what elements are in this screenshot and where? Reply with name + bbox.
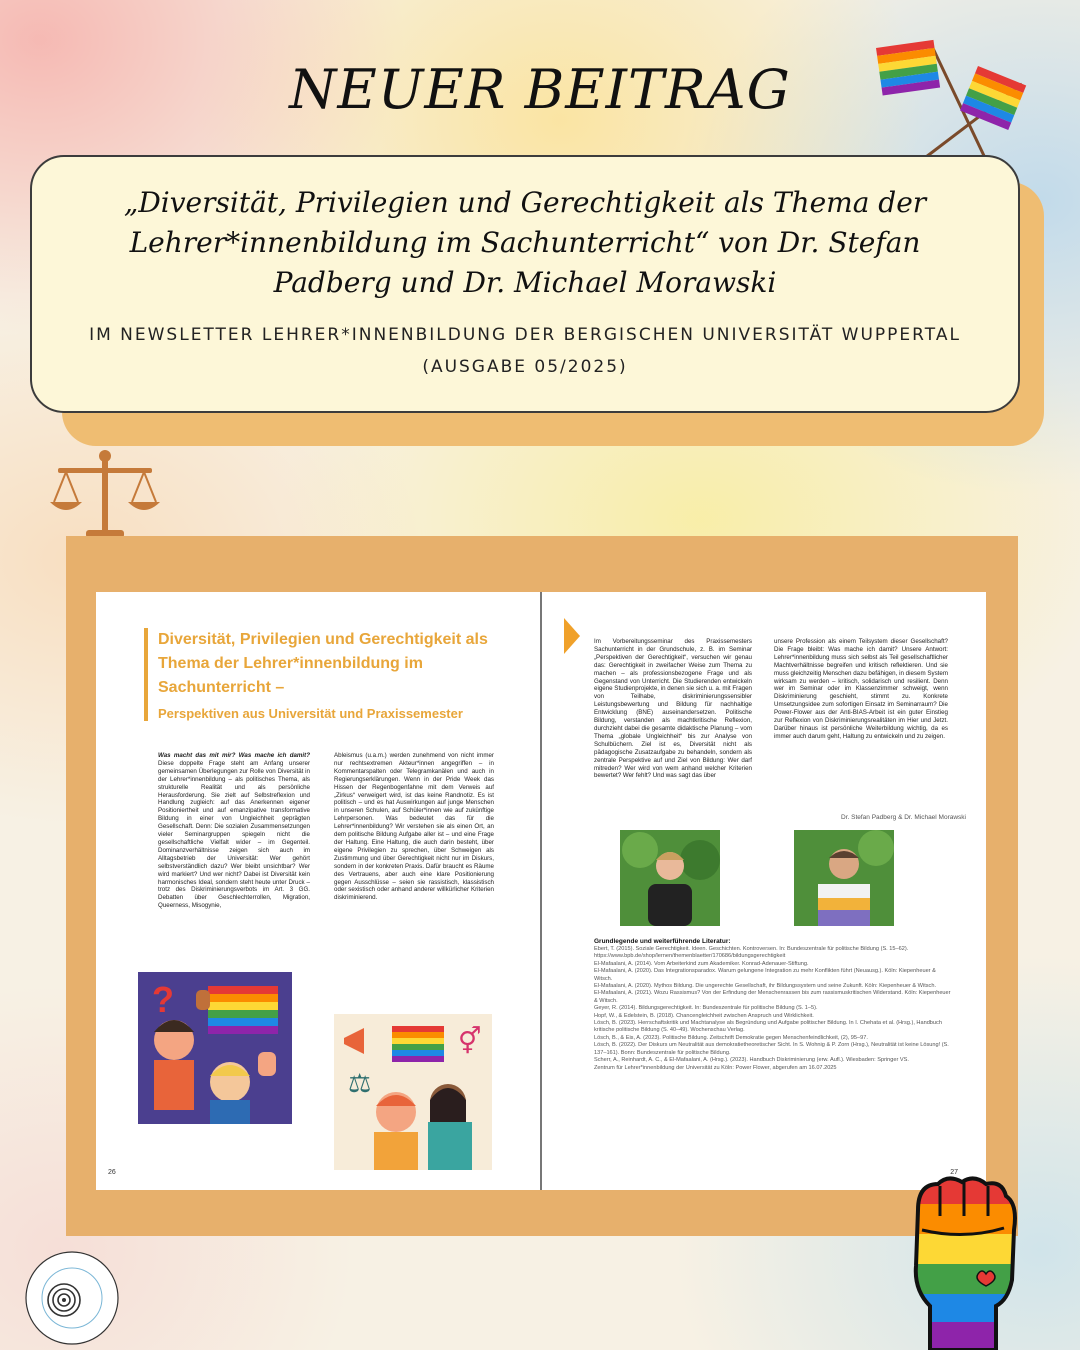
text-column-4: unsere Profession als einem Teilsystem dieser Gesellschaft? Die Frage bleibt: Was mache ich damit? Unsere Antwort: Lehrer*innenbildung muss sich selbst als Teil gesellschaftlicher Machtverhältnisse begreifen und kritisch reflektieren. Und sie muss gleichzeitig Menschen dazu befähigen, in diesem System wirksam zu werden – kritisch, solidarisch und resilient. Denn wer im Seminar oder im Klassenzimmer schweigt, wenn Diskriminierung geschieht, stimmt zu. Konkrete Umsetzungsidee zum sofortigen Einsatz im Seminarraum? Die Power-Flower aus der Anti-BIAS-Arbeit ist ein guter Einstieg zur Reflexion von Diskriminierungsrealitäten im Hier und Jetzt. Darüber hinaus ist persönliche Weiterbildung wichtig, da es immer auch darum geht, Haltung zu entwickeln und zu zeigen. bbox=[774, 638, 948, 740]
page-left bbox=[96, 592, 540, 1190]
reference-item: Zentrum für Lehrer*innenbildung der Universität zu Köln: Power Flower, abgerufen am 16.07.2025 bbox=[594, 1064, 837, 1071]
article-heading: „Diversität, Privilegien und Gerechtigkeit als Thema der Lehrer*innenbildung im Sachunterricht“ von Dr. Stefan Padberg und Dr. Michael Morawski bbox=[123, 186, 927, 299]
reference-item: Hopf, W., & Edelstein, B. (2018). Chancengleichheit zwischen Anspruch und Wirklichkeit. bbox=[594, 1012, 814, 1019]
announcement-box bbox=[30, 155, 1020, 413]
reference-item: El-Mafaalani, A. (2020). Mythos Bildung. Die ungerechte Gesellschaft, ihr Bildungssystem und seine Zukunft. Köln: Kiepenheuer & Witsch. bbox=[594, 983, 937, 990]
page-number-left: 26 bbox=[108, 1169, 116, 1176]
article-title-block bbox=[144, 628, 518, 721]
newsletter-spread bbox=[96, 592, 986, 1190]
article-subtitle: Perspektiven aus Universität und Praxissemester bbox=[158, 706, 463, 721]
references-list bbox=[594, 946, 954, 1072]
references-title: Grundlegende und weiterführende Literatur: bbox=[594, 938, 731, 945]
reference-item: Lösch, B. (2022). Der Diskurs um Neutralität aus demokratietheoretischer Sicht. In S. Wohnig & P. Zorn (Hrsg.), Neutralität ist keine Lösung! (S. 137–161). Bonn: Bundeszentrale für politische Bildung. bbox=[594, 1042, 949, 1056]
diversity-illustration bbox=[334, 1014, 492, 1170]
newsletter-info: IM NEWSLETTER LEHRER*INNENBILDUNG DER BERGISCHEN UNIVERSITÄT WUPPERTAL (AUSGABE 05/2025) bbox=[89, 325, 961, 377]
author-photo-padberg bbox=[620, 830, 720, 926]
reference-item: El-Mafaalani, A. (2021). Wozu Rassismus? Von der Erfindung der Menschenrassen bis zum rassismuskritischen Widerstand. Köln: Kiepenheuer & Witsch. bbox=[594, 990, 951, 1004]
reference-item: Lösch, B., & Eis, A. (2023). Politische Bildung. Zeitschrift Demokratie gegen Menschenfeindlichkeit, (2), 95–97. bbox=[594, 1034, 868, 1041]
column-text: Diese doppelte Frage steht am Anfang unserer gemeinsamen Überlegungen zur Rolle von Diversität in der Lehrer*innenbildung – als politisches Thema, als strukturelle Realität und als persönliche Herausforderung. Sie zielt auf Selbstreflexion und Handlung zugleich: auf das Anerkennen eigener Positioniertheit und auf emanzipative transformative Bildung in einer von Ungleichheit geprägten Gesellschaft. Denn: Die sozialen Zusammensetzungen vieler Seminargruppen spiegeln nicht die gesellschaftliche Vielfalt wider – im Gegenteil. Dominanzverhältnisse zeigen sich auch im Alltagsbetrieb der Universität: Wer gehört selbstverständlich dazu? Wer bleibt unsichtbar? Wer wird markiert? Und wer nicht? Dabei ist Diversität kein harmonisches Ideal, sondern steht heute unter Druck – trotz des Diskriminierungsverbots im Art. 3 GG. Debatten über Geschlechterrollen, Migration, Queerness, Misogynie, bbox=[158, 759, 310, 910]
authors-signature: Dr. Stefan Padberg & Dr. Michael Morawski bbox=[841, 814, 966, 821]
reference-item: El-Mafaalani, A. (2014). Vom Arbeiterkind zum Akademiker. Konrad-Adenauer-Stiftung. bbox=[594, 960, 809, 967]
article-title: Diversität, Privilegien und Gerechtigkeit als Thema der Lehrer*innenbildung im Sachunterricht – bbox=[158, 631, 488, 696]
reference-item: El-Mafaalani, A. (2020). Das Integrationsparadox. Warum gelungene Integration zu mehr Konflikten führt (Neuausg.). Köln: Kiepenheuer & Witsch. bbox=[594, 968, 936, 982]
reference-item: Geyer, R. (2014). Bildungsgerechtigkeit. In: Bundeszentrale für politische Bildung (S. 1–5). bbox=[594, 1005, 818, 1012]
reference-item: Lösch, B. (2023). Herrschaftskritik und Machtanalyse als Begründung und Aufgabe politischer Bildung. In I. Chehata et al. (Hrsg.), Handbuch kritische politische Bildung (S. 40–49). Wochenschau Verlag. bbox=[594, 1020, 942, 1034]
rainbow-fist-icon bbox=[904, 1170, 1024, 1350]
text-column-3: Im Vorbereitungsseminar des Praxissemesters Sachunterricht in der Grundschule, z. B. im Seminar „Perspektiven der Gerechtigkeit“, versuchen wir genau das: Gerechtigkeit in zweifacher Weise zum Thema zu machen – als professionsbezogene Frage und als Gegenstand von Unterricht. Die Studierenden entwickeln eigene Studienprojekte, in denen sie sich u. a. mit Fragen von Teilhabe, diskriminierungssensibler Leistungsbewertung und Bildung für nachhaltige Entwicklung (BNE) auseinandersetzen. Politische Bildung, verstanden als machtkritische Reflexion, durchzieht dabei die gesamte didaktische Planung – vom Thema „globale Ungleichheit“ bis zur Analyse von Schulbüchern. Ziel ist es, Diversität nicht als pädagogische Zusatzaufgabe zu behandeln, sondern als zentrale Perspektive auf und Ziel von Bildung: Wer darf mitreden? Wer wird von wem anhand welcher Kriterien bewertet? Wer fehlt? Und was sagt das über bbox=[594, 638, 752, 780]
reference-item: Ebert, T. (2015). Soziale Gerechtigkeit. Ideen. Geschichten. Kontroversen. In: Bundeszentrale für politische Bildung (S. 15–62). https://www.bpb.de/shop/lernen/themenblaetter/170686/bildungsgerechtigkeit bbox=[594, 946, 909, 960]
svg-text:⚥: ⚥ bbox=[458, 1027, 482, 1057]
text-column-2: Ableismus (u.a.m.) werden zunehmend von nicht immer nur rechtsextremen Akteur*innen angegriffen – in Kommentarspalten oder Telegramkanälen und auch in Regierungserklärungen. Wenn in der Pride Week das Hissen der Regenbogenfahne mit dem Verweis auf „Zirkus“ verweigert wird, ist das keine Randnotiz. Es ist politisch – und es hat Auswirkungen auf junge Menschen in unseren Schulen, auf Schüler*innen wie auf zukünftige Lehrpersonen. Was bedeutet das für die Lehrer*innenbildung? Wir verstehen sie als einen Ort, an dem politische Bildung Aufgabe aller ist – und eine Frage der Haltung. Eine Haltung, die auch darin besteht, über eigene Privilegien zu sprechen, über Schweigen als Zustimmung und über Gerechtigkeit nicht nur im Diskurs, sondern in der konkreten Praxis. Dafür braucht es Räume des Vertrauens, aber auch eine klare Positionierung gegen Ausschlüsse – seien sie rassistisch, klassistisch oder sexistisch oder anhand anderer willkürlicher Kriterien diskriminierend. bbox=[334, 752, 494, 902]
scales-icon bbox=[48, 448, 162, 544]
text-column-1 bbox=[158, 752, 310, 910]
pride-flags-icon bbox=[868, 38, 1044, 162]
headline: NEUER BEITRAG bbox=[289, 58, 791, 121]
reference-item: Scherr, A., Reinhardt, A. C., & El-Mafaalani, A. (Hrsg.). (2023). Handbuch Diskriminierung (erw. Aufl.). Wiesbaden: Springer VS. bbox=[594, 1057, 909, 1064]
protest-illustration bbox=[138, 972, 292, 1124]
institute-seal-logo bbox=[22, 1248, 122, 1348]
author-photo-morawski bbox=[794, 830, 894, 926]
page-number-right: 27 bbox=[950, 1169, 958, 1176]
page-right bbox=[542, 592, 986, 1190]
svg-text:⚖: ⚖ bbox=[348, 1069, 372, 1099]
chevron-marker-icon bbox=[564, 618, 580, 654]
lead-question: Was macht das mit mir? Was mache ich damit? bbox=[158, 752, 310, 759]
svg-text:?: ? bbox=[152, 979, 174, 1020]
